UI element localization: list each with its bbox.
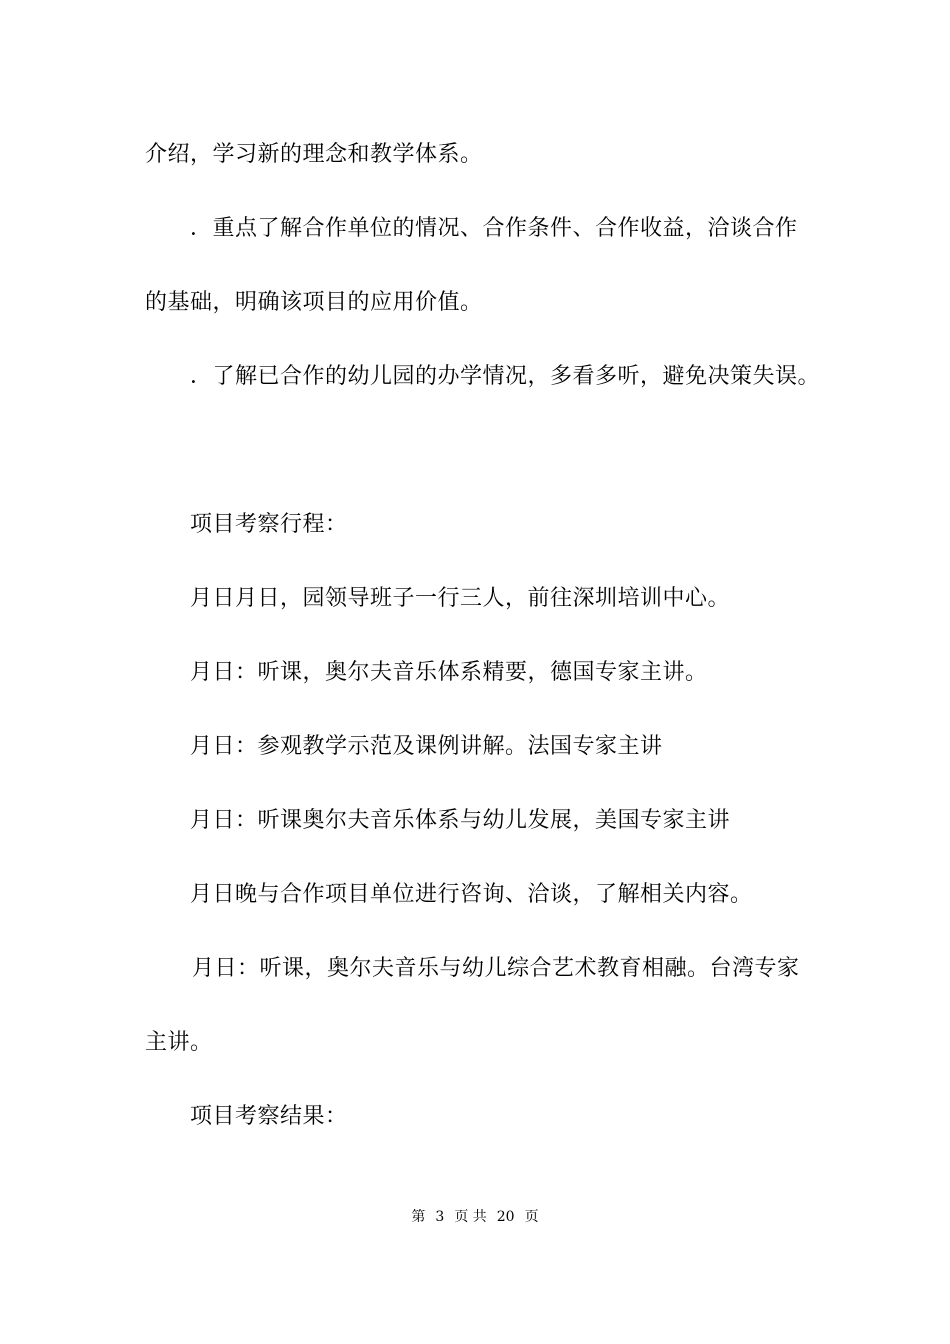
itinerary-line: 月日：听课，奥尔夫音乐与幼儿综合艺术教育相融。台湾专家: [192, 956, 800, 981]
page-footer: [0, 1208, 950, 1226]
footer-current-page: 3: [435, 1209, 445, 1225]
paragraph-line: 的基础，明确该项目的应用价值。: [145, 290, 483, 315]
paragraph-line: ．重点了解合作单位的情况、合作条件、合作收益，洽谈合作: [190, 216, 798, 241]
itinerary-line: 月日：听课，奥尔夫音乐体系精要，德国专家主讲。: [190, 660, 708, 685]
itinerary-line: 主讲。: [145, 1030, 213, 1055]
itinerary-line: 月日：参观教学示范及课例讲解。法国专家主讲: [190, 734, 663, 759]
itinerary-line: 月日月日，园领导班子一行三人，前往深圳培训中心。: [190, 586, 731, 611]
footer-total-pages: 20: [496, 1209, 515, 1225]
footer-suffix: 页: [524, 1209, 539, 1225]
footer-prefix: 第: [411, 1209, 426, 1225]
section-heading: 项目考察行程：: [190, 512, 348, 537]
itinerary-line: 月日晚与合作项目单位进行咨询、洽谈，了解相关内容。: [190, 882, 753, 907]
paragraph-line: 介绍，学习新的理念和教学体系。: [145, 142, 483, 167]
paragraph-line: ．了解已合作的幼儿园的办学情况，多看多听，避免决策失误。: [190, 364, 821, 389]
footer-middle: 页 共: [454, 1209, 487, 1225]
itinerary-line: 月日：听课奥尔夫音乐体系与幼儿发展，美国专家主讲: [190, 808, 731, 833]
section-heading: 项目考察结果：: [190, 1104, 348, 1129]
